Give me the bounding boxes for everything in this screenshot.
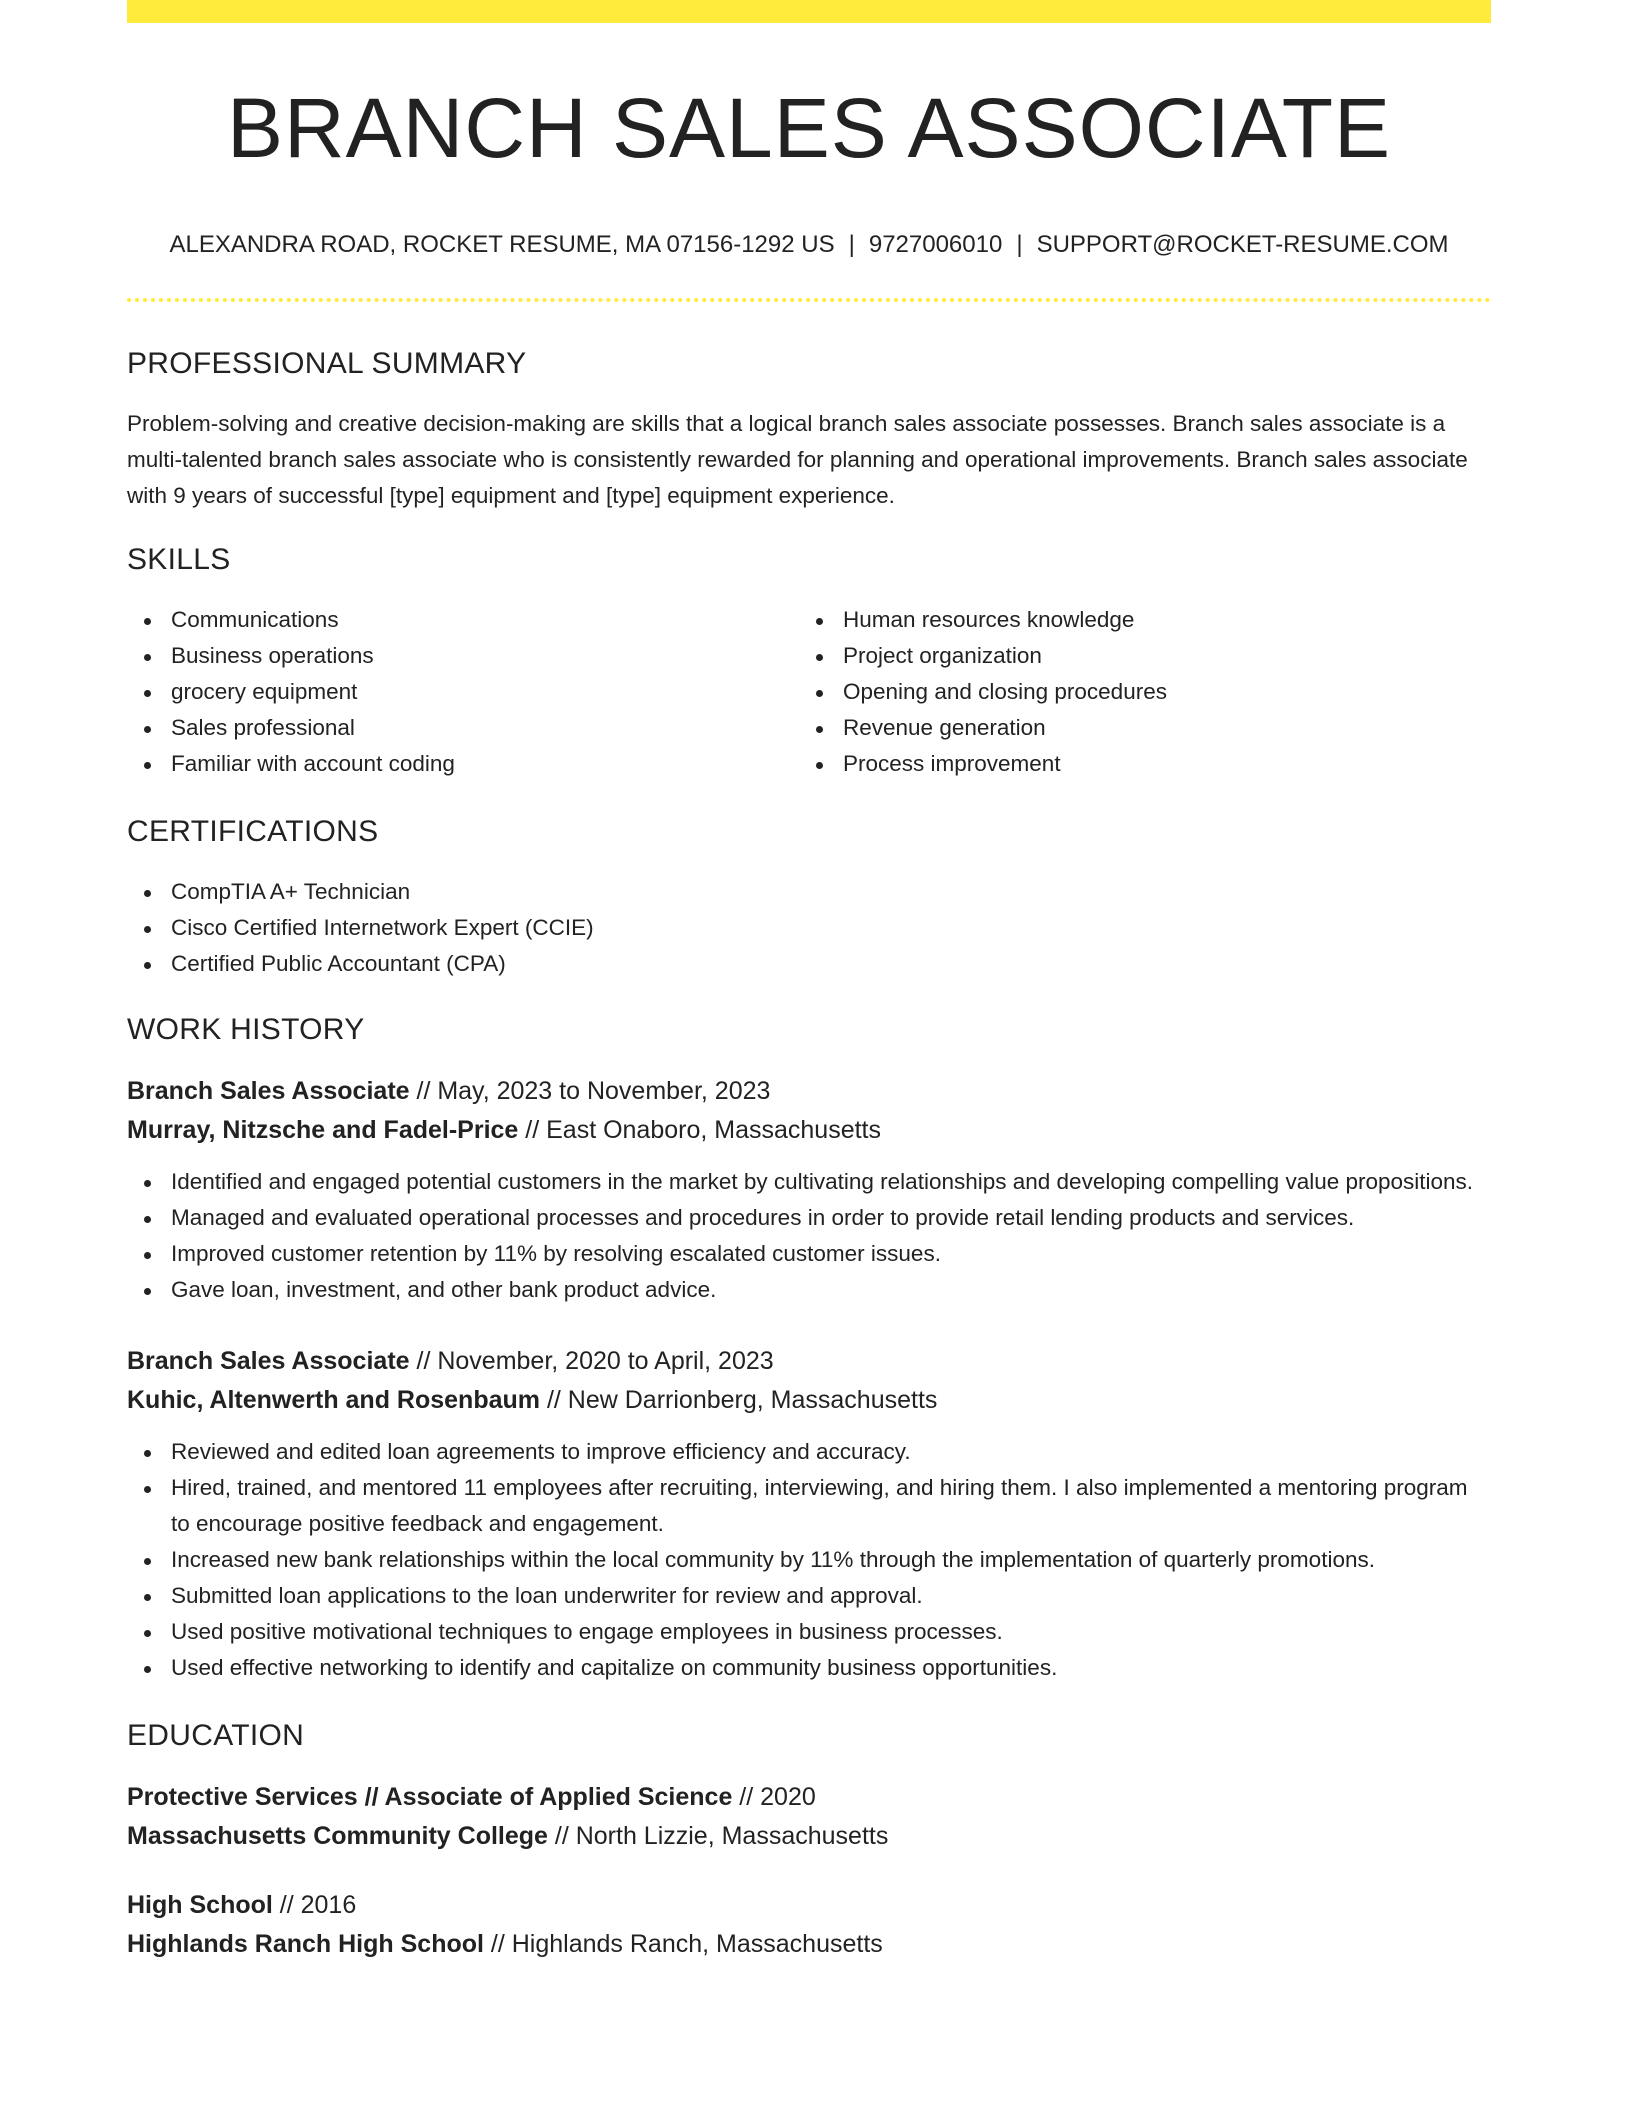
education-school-line [127, 1925, 1491, 1964]
education-year: // 2020 [732, 1783, 816, 1811]
job-role: Branch Sales Associate [127, 1077, 410, 1105]
job-company: Kuhic, Altenwerth and Rosenbaum [127, 1386, 541, 1414]
summary-text: Problem-solving and creative decision-making are skills that a logical branch sales associate possesses. Branch sales associate is a multi-talented branch sales associate who is consistently rewarded for planning and operational improvements. Branch sales associate with 9 years of successful [type] equipment and [type] equipment experience. [127, 411, 1468, 508]
job-company: Murray, Nitzsche and Fadel-Price [127, 1116, 519, 1144]
skill-item: Opening and closing procedures [799, 674, 1471, 710]
job-entry [127, 1342, 1491, 1686]
certifications-list [127, 874, 1491, 982]
certifications-heading: CERTIFICATIONS [127, 815, 379, 848]
education-location: // North Lizzie, Massachusetts [547, 1822, 889, 1850]
contact-separator: | [848, 231, 855, 258]
skills-heading: SKILLS [127, 543, 231, 576]
dotted-divider [127, 298, 1491, 302]
job-bullet: Hired, trained, and mentored 11 employees after recruiting, interviewing, and hiring them. I also implemented a mentoring program to encourage positive feedback and engagement. [127, 1470, 1491, 1542]
education-degree-line [127, 1778, 1491, 1817]
job-bullet: Improved customer retention by 11% by resolving escalated customer issues. [127, 1236, 1491, 1272]
skill-item: Process improvement [799, 746, 1471, 782]
summary-heading: PROFESSIONAL SUMMARY [127, 347, 527, 380]
job-bullet: Reviewed and edited loan agreements to improve efficiency and accuracy. [127, 1434, 1491, 1470]
job-company-line [127, 1381, 1491, 1420]
job-bullet: Increased new bank relationships within the local community by 11% through the implementation of quarterly promotions. [127, 1542, 1491, 1578]
education-year: // 2016 [272, 1891, 357, 1919]
skill-item: Human resources knowledge [799, 602, 1471, 638]
job-company-line [127, 1111, 1491, 1150]
education-school-line [127, 1817, 1491, 1856]
job-title-line [127, 1072, 1491, 1111]
job-bullet-list [127, 1434, 1491, 1686]
skill-item: Sales professional [127, 710, 799, 746]
job-location: // East Onaboro, Massachusetts [518, 1116, 881, 1144]
education-degree-line [127, 1886, 1491, 1925]
job-dates: // May, 2023 to November, 2023 [409, 1077, 771, 1105]
contact-separator: | [1016, 231, 1023, 258]
resume-content [127, 0, 1491, 1964]
contact-line [127, 230, 1491, 260]
skills-grid [127, 602, 1491, 782]
contact-email: SUPPORT@ROCKET-RESUME.COM [1036, 231, 1449, 258]
job-title-line [127, 1342, 1491, 1381]
skills-list-right [799, 602, 1471, 782]
certification-item: Certified Public Accountant (CPA) [127, 946, 1491, 982]
education-school: Massachusetts Community College [127, 1822, 548, 1850]
contact-address: ALEXANDRA ROAD, ROCKET RESUME, MA 07156-1292 US [169, 231, 835, 258]
job-location: // New Darrionberg, Massachusetts [540, 1386, 938, 1414]
education-degree: Protective Services // Associate of Applied Science [127, 1783, 733, 1811]
education-heading: EDUCATION [127, 1719, 305, 1752]
skill-item: Project organization [799, 638, 1471, 674]
job-bullet: Identified and engaged potential customers in the market by cultivating relationships and developing compelling value propositions. [127, 1164, 1491, 1200]
work-history-heading: WORK HISTORY [127, 1013, 365, 1046]
job-role: Branch Sales Associate [127, 1347, 410, 1375]
skill-item: Familiar with account coding [127, 746, 799, 782]
contact-phone: 9727006010 [868, 231, 1003, 258]
resume-name: BRANCH SALES ASSOCIATE [226, 81, 1392, 175]
job-bullet-list [127, 1164, 1491, 1308]
job-bullet: Gave loan, investment, and other bank product advice. [127, 1272, 1491, 1308]
skill-item: grocery equipment [127, 674, 799, 710]
job-bullet: Used positive motivational techniques to engage employees in business processes. [127, 1614, 1491, 1650]
education-degree: High School [127, 1891, 273, 1919]
job-bullet: Managed and evaluated operational processes and procedures in order to provide retail lending products and services. [127, 1200, 1491, 1236]
skill-item: Business operations [127, 638, 799, 674]
education-entry [127, 1886, 1491, 1964]
education-school: Highlands Ranch High School [127, 1930, 484, 1958]
education-entry [127, 1778, 1491, 1856]
education-location: // Highlands Ranch, Massachusetts [483, 1930, 883, 1958]
certification-item: CompTIA A+ Technician [127, 874, 1491, 910]
certification-item: Cisco Certified Internetwork Expert (CCIE) [127, 910, 1491, 946]
skill-item: Revenue generation [799, 710, 1471, 746]
skills-list-left [127, 602, 799, 782]
job-bullet: Used effective networking to identify and capitalize on community business opportunities. [127, 1650, 1491, 1686]
skill-item: Communications [127, 602, 799, 638]
job-dates: // November, 2020 to April, 2023 [409, 1347, 774, 1375]
job-entry [127, 1072, 1491, 1308]
job-bullet: Submitted loan applications to the loan underwriter for review and approval. [127, 1578, 1491, 1614]
